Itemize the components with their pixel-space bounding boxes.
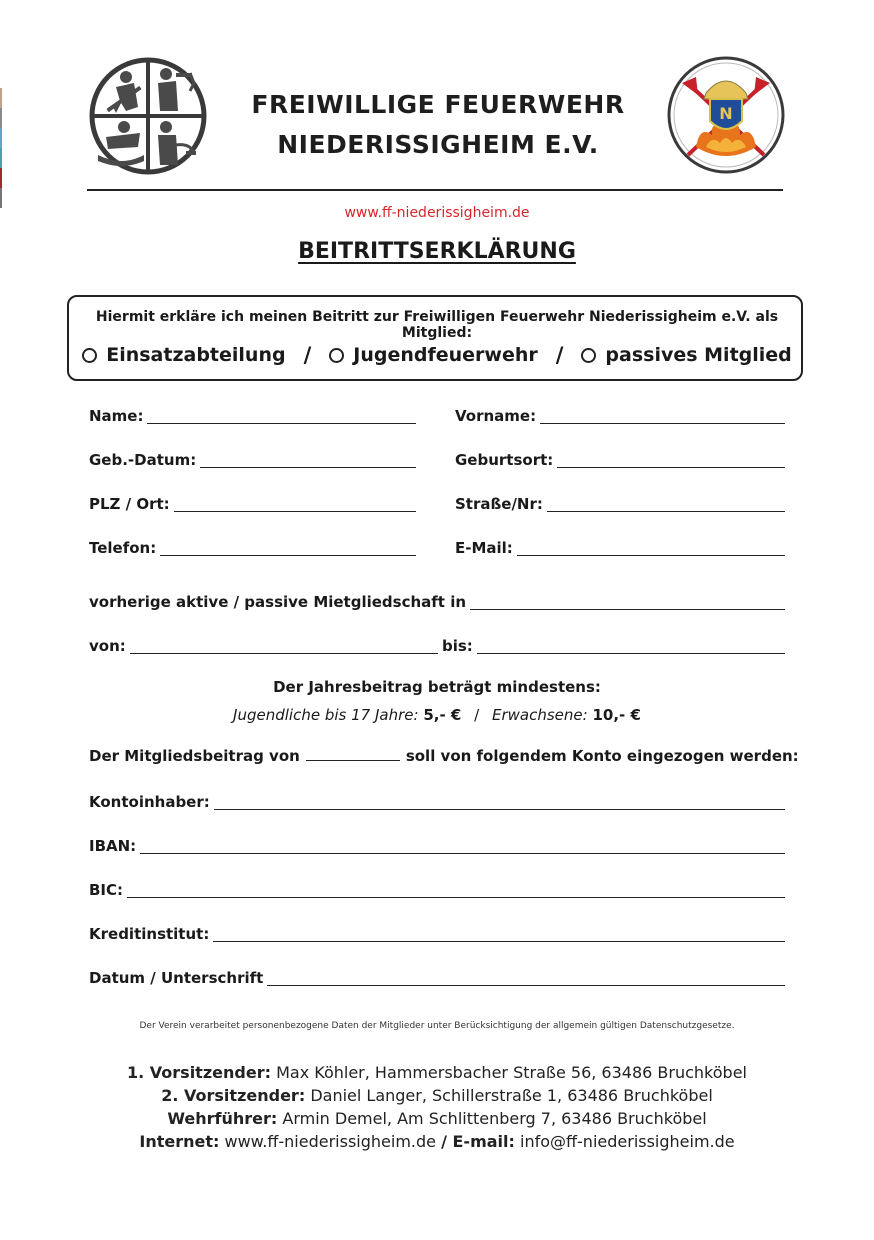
plz-ort-field[interactable]: PLZ / Ort: bbox=[89, 493, 416, 515]
form-title: BEITRITTSERKLÄRUNG bbox=[298, 239, 576, 264]
club-title-line-1: FREIWILLIGE FEUERWEHR bbox=[251, 90, 625, 119]
header-divider bbox=[87, 189, 783, 191]
von-field[interactable]: von: bbox=[89, 635, 438, 657]
membership-options bbox=[69, 343, 805, 367]
intro-statement: Hiermit erkläre ich meinen Beitritt zur Freiwilligen Feuerwehr Niederissigheim e.V. als Mitglied: bbox=[95, 309, 779, 341]
signature-field[interactable]: Datum / Unterschrift bbox=[89, 967, 785, 989]
email-field[interactable]: E-Mail: bbox=[455, 537, 785, 559]
footer-chair2: 2. Vorsitzender: Daniel Langer, Schillerstraße 1, 63486 Bruchköbel bbox=[161, 1086, 713, 1105]
annual-fee-amounts: Jugendliche bis 17 Jahre: 5,- € / Erwachsene: 10,- € bbox=[233, 706, 641, 724]
radio-circle-icon[interactable] bbox=[581, 348, 596, 363]
radio-circle-icon[interactable] bbox=[329, 348, 344, 363]
club-title-line-2: NIEDERISSIGHEIM E.V. bbox=[277, 130, 599, 159]
scan-edge-artifact bbox=[0, 88, 2, 658]
name-field[interactable]: Name: bbox=[89, 405, 416, 427]
vorname-field[interactable]: Vorname: bbox=[455, 405, 785, 427]
option-jugendfeuerwehr[interactable]: Jugendfeuerwehr bbox=[329, 344, 537, 366]
privacy-notice: Der Verein verarbeitet personenbezogene Daten der Mitglieder unter Berücksichtigung der allgemein gültigen Datenschutzgesetze. bbox=[139, 1021, 735, 1031]
annual-fee-title: Der Jahresbeitrag beträgt mindestens: bbox=[273, 678, 601, 696]
debit-authorization: Der Mitgliedsbeitrag von soll von folgendem Konto eingezogen werden: bbox=[89, 747, 799, 765]
footer-contact: Internet: www.ff-niederissigheim.de / E-mail: info@ff-niederissigheim.de bbox=[139, 1132, 735, 1151]
previous-membership-field[interactable]: vorherige aktive / passive Mietgliedschaft in bbox=[89, 591, 785, 613]
option-passives-mitglied[interactable]: passives Mitglied bbox=[581, 344, 791, 366]
geb-datum-field[interactable]: Geb.-Datum: bbox=[89, 449, 416, 471]
radio-circle-icon[interactable] bbox=[82, 348, 97, 363]
firefighter-emblem-icon bbox=[86, 57, 210, 175]
membership-type-box bbox=[67, 295, 803, 381]
fee-amount-blank[interactable] bbox=[306, 760, 400, 761]
iban-field[interactable]: IBAN: bbox=[89, 835, 785, 857]
telefon-field[interactable]: Telefon: bbox=[89, 537, 416, 559]
footer-website-link[interactable]: www.ff-niederissigheim.de bbox=[224, 1132, 436, 1151]
geburtsort-field[interactable]: Geburtsort: bbox=[455, 449, 785, 471]
footer-email-link[interactable]: info@ff-niederissigheim.de bbox=[520, 1132, 735, 1151]
svg-text:N: N bbox=[719, 104, 733, 123]
website-link[interactable]: www.ff-niederissigheim.de bbox=[344, 205, 530, 221]
fire-brigade-crest-icon bbox=[666, 55, 786, 175]
kreditinstitut-field[interactable]: Kreditinstitut: bbox=[89, 923, 785, 945]
option-einsatzabteilung[interactable]: Einsatzabteilung bbox=[82, 344, 285, 366]
kontoinhaber-field[interactable]: Kontoinhaber: bbox=[89, 791, 785, 813]
strasse-field[interactable]: Straße/Nr: bbox=[455, 493, 785, 515]
footer-chair1: 1. Vorsitzender: Max Köhler, Hammersbacher Straße 56, 63486 Bruchköbel bbox=[127, 1063, 747, 1082]
option-separator: / bbox=[555, 343, 564, 367]
bic-field[interactable]: BIC: bbox=[89, 879, 785, 901]
bis-field[interactable]: bis: bbox=[442, 635, 785, 657]
footer-chief: Wehrführer: Armin Demel, Am Schlittenberg 7, 63486 Bruchköbel bbox=[167, 1109, 707, 1128]
option-separator: / bbox=[303, 343, 312, 367]
